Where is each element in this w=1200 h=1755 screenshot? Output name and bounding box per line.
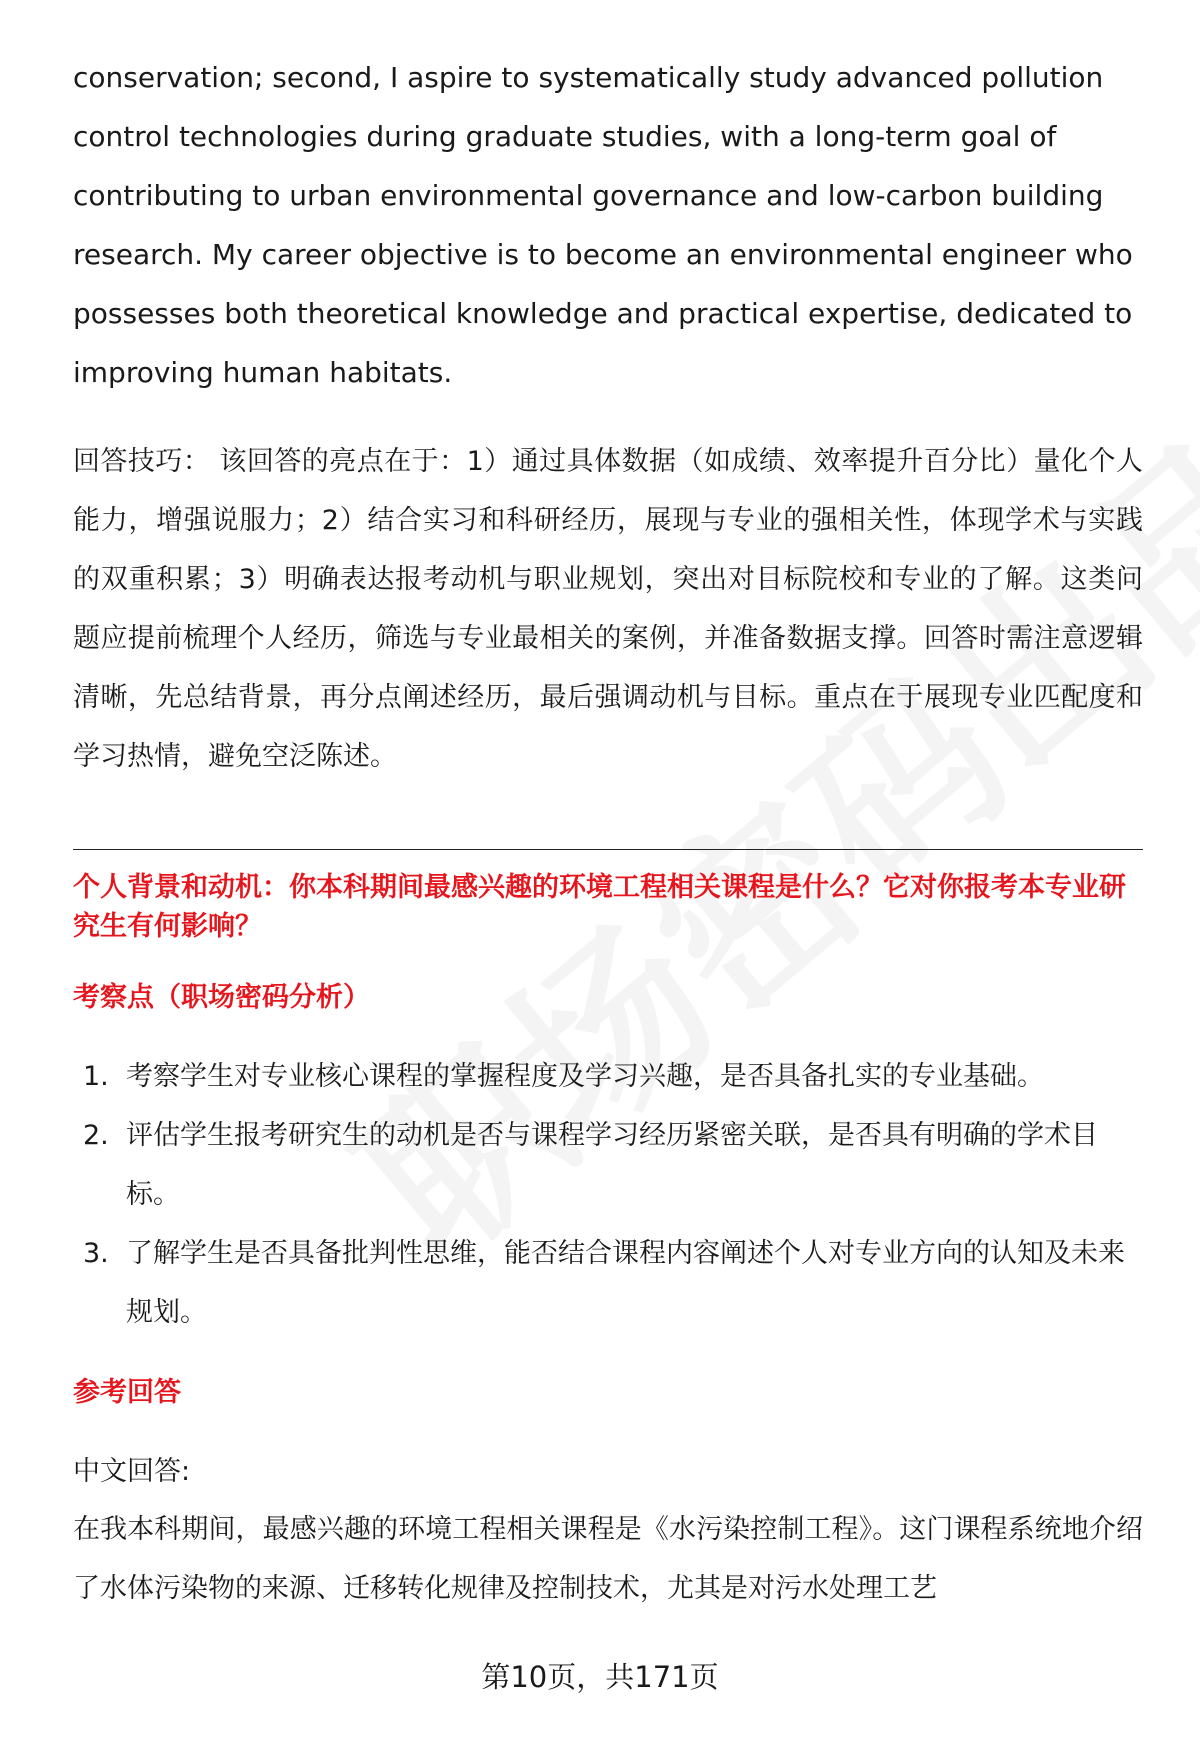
list-number: 2. <box>83 1120 109 1151</box>
text-line: possesses both theoretical knowledge and practical expertise, dedicated to <box>73 297 1133 330</box>
exam-points-heading: 考察点（职场密码分析） <box>73 982 370 1013</box>
chinese-answer-label: 中文回答: <box>73 1456 191 1487</box>
question-title: 个人背景和动机：你本科期间最感兴趣的环境工程相关课程是什么？它对你报考本专业研究生有何影响？ <box>73 872 1126 942</box>
exam-points-list <box>73 1047 1143 1342</box>
tips-paragraph: 回答技巧： 该回答的亮点在于：1）通过具体数据（如成绩、效率提升百分比）量化个人能力，增强说服力；2）结合实习和科研经历，展现与专业的强相关性，体现学术与实践的双重积累；3）明确表达报考动机与职业规划，突出对目标院校和专业的了解。这类问题应提前梳理个人经历，筛选与专业最相关的案例，并准备数据支撑。回答时需注意逻辑清晰，先总结背景，再分点阐述经历，最后强调动机与目标。重点在于展现专业匹配度和学习热情，避免空泛陈述。 <box>73 446 1143 772</box>
text-line: control technologies during graduate studies, with a long-term goal of <box>73 120 1057 153</box>
text-line: improving human habitats. <box>73 356 453 389</box>
reference-heading: 参考回答 <box>73 1377 181 1408</box>
page-footer: 第10页，共171页 <box>481 1660 719 1694</box>
list-text: 了解学生是否具备批判性思维，能否结合课程内容阐述个人对专业方向的认知及未来规划。 <box>126 1238 1125 1328</box>
list-text: 考察学生对专业核心课程的掌握程度及学习兴趣，是否具备扎实的专业基础。 <box>126 1061 1044 1092</box>
text-line: conservation; second, I aspire to systematically study advanced pollution <box>73 61 1104 94</box>
list-item <box>73 1047 1143 1106</box>
intro-paragraph <box>73 48 1143 402</box>
list-number: 1. <box>83 1061 109 1092</box>
chinese-answer-text: 在我本科期间，最感兴趣的环境工程相关课程是《水污染控制工程》。这门课程系统地介绍了水体污染物的来源、迁移转化规律及控制技术，尤其是对污水处理工艺 <box>73 1514 1143 1604</box>
section-divider <box>73 849 1143 850</box>
list-text: 评估学生报考研究生的动机是否与课程学习经历紧密关联，是否具有明确的学术目标。 <box>126 1120 1098 1210</box>
text-line: contributing to urban environmental governance and low-carbon building <box>73 179 1104 212</box>
list-item <box>73 1106 1143 1224</box>
list-number: 3. <box>83 1238 109 1269</box>
text-line: research. My career objective is to become an environmental engineer who <box>73 238 1133 271</box>
list-item <box>73 1224 1143 1342</box>
